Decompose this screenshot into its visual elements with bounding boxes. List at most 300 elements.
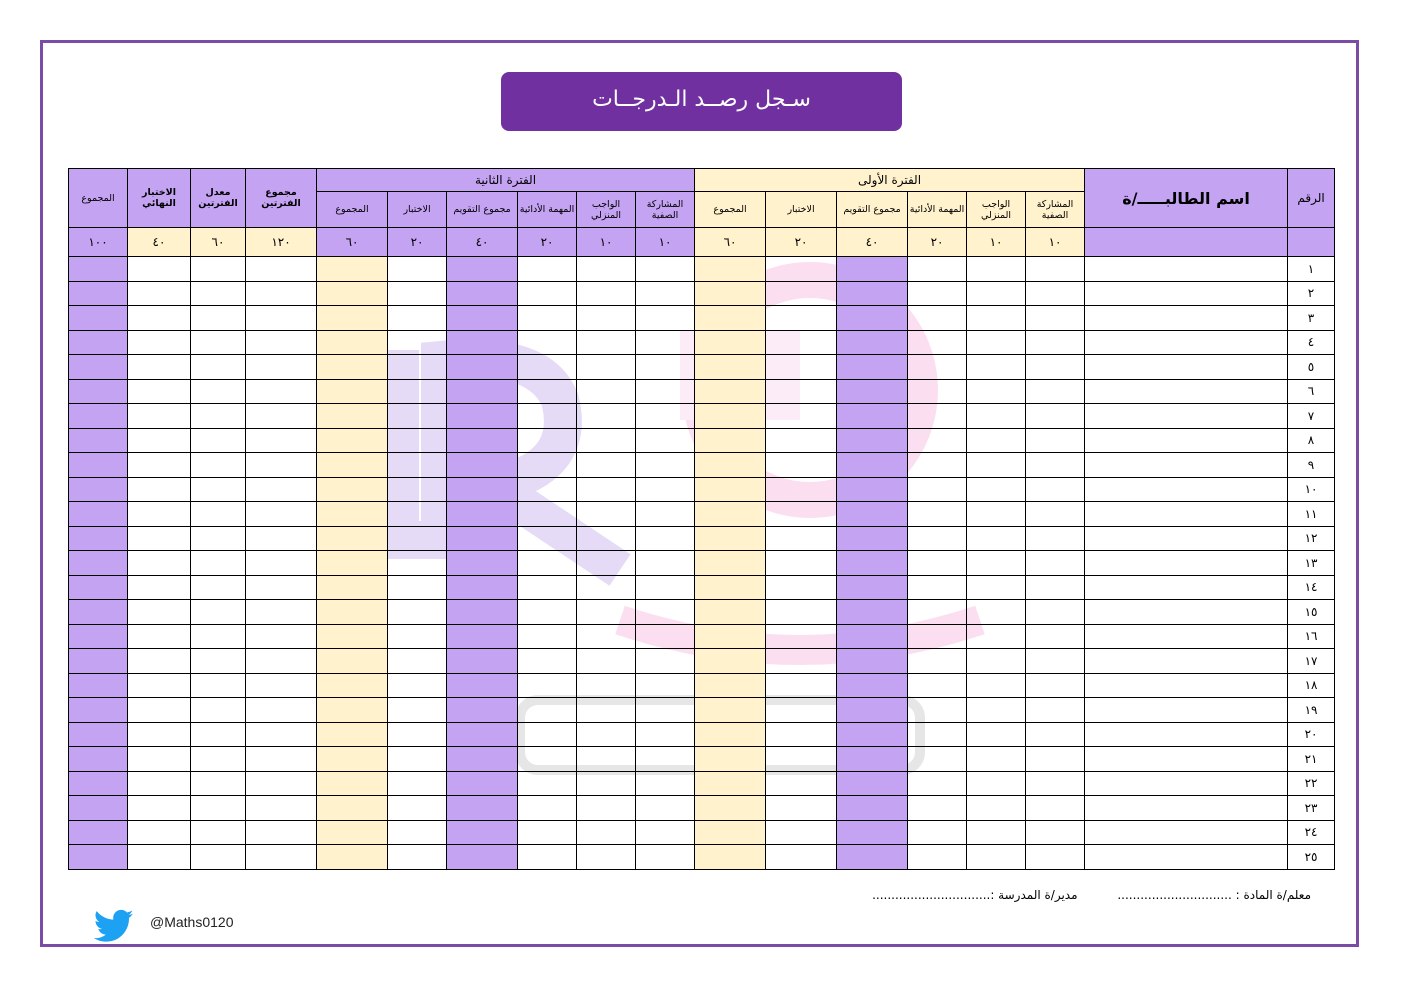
grade-cell[interactable] xyxy=(636,355,695,380)
grade-cell[interactable] xyxy=(636,281,695,306)
grade-cell[interactable] xyxy=(69,257,128,282)
grade-cell[interactable] xyxy=(577,600,636,625)
grade-cell[interactable] xyxy=(967,624,1026,649)
student-name-cell[interactable] xyxy=(1085,477,1288,502)
grade-cell[interactable] xyxy=(695,477,766,502)
grade-cell[interactable] xyxy=(695,698,766,723)
grade-cell[interactable] xyxy=(577,379,636,404)
grade-cell[interactable] xyxy=(577,649,636,674)
grade-cell[interactable] xyxy=(695,428,766,453)
grade-cell[interactable] xyxy=(69,502,128,527)
grade-cell[interactable] xyxy=(128,575,191,600)
grade-cell[interactable] xyxy=(908,796,967,821)
grade-cell[interactable] xyxy=(577,453,636,478)
grade-cell[interactable] xyxy=(908,698,967,723)
grade-cell[interactable] xyxy=(447,453,518,478)
grade-cell[interactable] xyxy=(518,624,577,649)
grade-cell[interactable] xyxy=(128,771,191,796)
grade-cell[interactable] xyxy=(577,698,636,723)
grade-cell[interactable] xyxy=(636,600,695,625)
grade-cell[interactable] xyxy=(636,379,695,404)
grade-cell[interactable] xyxy=(1026,428,1085,453)
grade-cell[interactable] xyxy=(191,747,246,772)
grade-cell[interactable] xyxy=(766,477,837,502)
grade-cell[interactable] xyxy=(766,624,837,649)
grade-cell[interactable] xyxy=(837,796,908,821)
grade-cell[interactable] xyxy=(837,502,908,527)
grade-cell[interactable] xyxy=(447,428,518,453)
grade-cell[interactable] xyxy=(837,624,908,649)
grade-cell[interactable] xyxy=(246,624,317,649)
student-name-cell[interactable] xyxy=(1085,330,1288,355)
student-name-cell[interactable] xyxy=(1085,404,1288,429)
grade-cell[interactable] xyxy=(908,722,967,747)
grade-cell[interactable] xyxy=(128,453,191,478)
grade-cell[interactable] xyxy=(908,845,967,870)
grade-cell[interactable] xyxy=(577,624,636,649)
grade-cell[interactable] xyxy=(518,698,577,723)
grade-cell[interactable] xyxy=(518,330,577,355)
grade-cell[interactable] xyxy=(1026,306,1085,331)
grade-cell[interactable] xyxy=(518,428,577,453)
grade-cell[interactable] xyxy=(1026,355,1085,380)
grade-cell[interactable] xyxy=(577,845,636,870)
grade-cell[interactable] xyxy=(246,575,317,600)
grade-cell[interactable] xyxy=(636,845,695,870)
grade-cell[interactable] xyxy=(518,673,577,698)
grade-cell[interactable] xyxy=(766,820,837,845)
grade-cell[interactable] xyxy=(518,771,577,796)
grade-cell[interactable] xyxy=(695,306,766,331)
grade-cell[interactable] xyxy=(766,257,837,282)
grade-cell[interactable] xyxy=(388,649,447,674)
grade-cell[interactable] xyxy=(695,453,766,478)
grade-cell[interactable] xyxy=(1026,281,1085,306)
grade-cell[interactable] xyxy=(837,526,908,551)
grade-cell[interactable] xyxy=(388,673,447,698)
grade-cell[interactable] xyxy=(908,771,967,796)
grade-cell[interactable] xyxy=(388,428,447,453)
grade-cell[interactable] xyxy=(577,796,636,821)
grade-cell[interactable] xyxy=(967,502,1026,527)
student-name-cell[interactable] xyxy=(1085,820,1288,845)
grade-cell[interactable] xyxy=(191,355,246,380)
grade-cell[interactable] xyxy=(388,796,447,821)
grade-cell[interactable] xyxy=(766,404,837,429)
grade-cell[interactable] xyxy=(447,771,518,796)
grade-cell[interactable] xyxy=(967,575,1026,600)
grade-cell[interactable] xyxy=(636,453,695,478)
grade-cell[interactable] xyxy=(191,600,246,625)
grade-cell[interactable] xyxy=(695,257,766,282)
grade-cell[interactable] xyxy=(447,600,518,625)
student-name-cell[interactable] xyxy=(1085,379,1288,404)
grade-cell[interactable] xyxy=(447,526,518,551)
grade-cell[interactable] xyxy=(191,551,246,576)
grade-cell[interactable] xyxy=(766,526,837,551)
grade-cell[interactable] xyxy=(69,453,128,478)
grade-cell[interactable] xyxy=(695,575,766,600)
grade-cell[interactable] xyxy=(577,330,636,355)
grade-cell[interactable] xyxy=(766,771,837,796)
grade-cell[interactable] xyxy=(388,502,447,527)
grade-cell[interactable] xyxy=(518,453,577,478)
grade-cell[interactable] xyxy=(447,624,518,649)
grade-cell[interactable] xyxy=(388,477,447,502)
grade-cell[interactable] xyxy=(388,747,447,772)
grade-cell[interactable] xyxy=(317,771,388,796)
grade-cell[interactable] xyxy=(967,796,1026,821)
grade-cell[interactable] xyxy=(447,477,518,502)
grade-cell[interactable] xyxy=(518,820,577,845)
grade-cell[interactable] xyxy=(69,404,128,429)
grade-cell[interactable] xyxy=(128,600,191,625)
grade-cell[interactable] xyxy=(766,673,837,698)
grade-cell[interactable] xyxy=(695,845,766,870)
grade-cell[interactable] xyxy=(317,551,388,576)
grade-cell[interactable] xyxy=(518,649,577,674)
grade-cell[interactable] xyxy=(908,306,967,331)
grade-cell[interactable] xyxy=(636,404,695,429)
grade-cell[interactable] xyxy=(69,281,128,306)
grade-cell[interactable] xyxy=(967,428,1026,453)
grade-cell[interactable] xyxy=(837,600,908,625)
grade-cell[interactable] xyxy=(636,575,695,600)
grade-cell[interactable] xyxy=(447,845,518,870)
grade-cell[interactable] xyxy=(388,355,447,380)
grade-cell[interactable] xyxy=(1026,330,1085,355)
grade-cell[interactable] xyxy=(518,355,577,380)
grade-cell[interactable] xyxy=(128,624,191,649)
grade-cell[interactable] xyxy=(1026,673,1085,698)
grade-cell[interactable] xyxy=(388,600,447,625)
grade-cell[interactable] xyxy=(69,698,128,723)
grade-cell[interactable] xyxy=(766,698,837,723)
grade-cell[interactable] xyxy=(246,306,317,331)
grade-cell[interactable] xyxy=(128,404,191,429)
grade-cell[interactable] xyxy=(317,404,388,429)
grade-cell[interactable] xyxy=(69,747,128,772)
grade-cell[interactable] xyxy=(69,575,128,600)
grade-cell[interactable] xyxy=(447,404,518,429)
grade-cell[interactable] xyxy=(191,624,246,649)
grade-cell[interactable] xyxy=(1026,453,1085,478)
grade-cell[interactable] xyxy=(246,379,317,404)
grade-cell[interactable] xyxy=(191,526,246,551)
grade-cell[interactable] xyxy=(447,673,518,698)
grade-cell[interactable] xyxy=(447,379,518,404)
grade-cell[interactable] xyxy=(837,845,908,870)
grade-cell[interactable] xyxy=(908,600,967,625)
grade-cell[interactable] xyxy=(695,673,766,698)
grade-cell[interactable] xyxy=(246,281,317,306)
grade-cell[interactable] xyxy=(766,649,837,674)
grade-cell[interactable] xyxy=(128,820,191,845)
student-name-cell[interactable] xyxy=(1085,600,1288,625)
grade-cell[interactable] xyxy=(518,379,577,404)
grade-cell[interactable] xyxy=(766,502,837,527)
grade-cell[interactable] xyxy=(766,428,837,453)
grade-cell[interactable] xyxy=(766,747,837,772)
grade-cell[interactable] xyxy=(246,453,317,478)
grade-cell[interactable] xyxy=(246,600,317,625)
grade-cell[interactable] xyxy=(128,428,191,453)
grade-cell[interactable] xyxy=(967,257,1026,282)
grade-cell[interactable] xyxy=(246,820,317,845)
grade-cell[interactable] xyxy=(967,526,1026,551)
grade-cell[interactable] xyxy=(317,624,388,649)
grade-cell[interactable] xyxy=(636,698,695,723)
grade-cell[interactable] xyxy=(1026,257,1085,282)
grade-cell[interactable] xyxy=(388,306,447,331)
grade-cell[interactable] xyxy=(388,820,447,845)
student-name-cell[interactable] xyxy=(1085,747,1288,772)
grade-cell[interactable] xyxy=(518,575,577,600)
grade-cell[interactable] xyxy=(1026,722,1085,747)
grade-cell[interactable] xyxy=(577,673,636,698)
grade-cell[interactable] xyxy=(518,796,577,821)
grade-cell[interactable] xyxy=(766,796,837,821)
student-name-cell[interactable] xyxy=(1085,355,1288,380)
grade-cell[interactable] xyxy=(908,820,967,845)
grade-cell[interactable] xyxy=(388,624,447,649)
grade-cell[interactable] xyxy=(128,502,191,527)
grade-cell[interactable] xyxy=(317,330,388,355)
grade-cell[interactable] xyxy=(317,600,388,625)
grade-cell[interactable] xyxy=(246,330,317,355)
student-name-cell[interactable] xyxy=(1085,698,1288,723)
grade-cell[interactable] xyxy=(246,747,317,772)
grade-cell[interactable] xyxy=(191,796,246,821)
grade-cell[interactable] xyxy=(766,575,837,600)
grade-cell[interactable] xyxy=(967,379,1026,404)
grade-cell[interactable] xyxy=(447,257,518,282)
grade-cell[interactable] xyxy=(908,502,967,527)
grade-cell[interactable] xyxy=(317,281,388,306)
grade-cell[interactable] xyxy=(191,820,246,845)
grade-cell[interactable] xyxy=(766,379,837,404)
grade-cell[interactable] xyxy=(577,551,636,576)
grade-cell[interactable] xyxy=(128,747,191,772)
grade-cell[interactable] xyxy=(191,771,246,796)
grade-cell[interactable] xyxy=(317,722,388,747)
grade-cell[interactable] xyxy=(317,453,388,478)
grade-cell[interactable] xyxy=(766,330,837,355)
grade-cell[interactable] xyxy=(636,428,695,453)
grade-cell[interactable] xyxy=(246,771,317,796)
grade-cell[interactable] xyxy=(837,698,908,723)
grade-cell[interactable] xyxy=(577,404,636,429)
grade-cell[interactable] xyxy=(518,551,577,576)
grade-cell[interactable] xyxy=(837,355,908,380)
grade-cell[interactable] xyxy=(636,771,695,796)
grade-cell[interactable] xyxy=(1026,796,1085,821)
grade-cell[interactable] xyxy=(191,575,246,600)
student-name-cell[interactable] xyxy=(1085,453,1288,478)
grade-cell[interactable] xyxy=(388,575,447,600)
grade-cell[interactable] xyxy=(246,404,317,429)
student-name-cell[interactable] xyxy=(1085,526,1288,551)
student-name-cell[interactable] xyxy=(1085,281,1288,306)
grade-cell[interactable] xyxy=(69,771,128,796)
grade-cell[interactable] xyxy=(447,306,518,331)
grade-cell[interactable] xyxy=(577,502,636,527)
grade-cell[interactable] xyxy=(518,526,577,551)
grade-cell[interactable] xyxy=(388,453,447,478)
grade-cell[interactable] xyxy=(69,649,128,674)
student-name-cell[interactable] xyxy=(1085,673,1288,698)
grade-cell[interactable] xyxy=(317,526,388,551)
grade-cell[interactable] xyxy=(246,355,317,380)
grade-cell[interactable] xyxy=(191,379,246,404)
grade-cell[interactable] xyxy=(518,845,577,870)
grade-cell[interactable] xyxy=(69,551,128,576)
grade-cell[interactable] xyxy=(908,673,967,698)
grade-cell[interactable] xyxy=(837,257,908,282)
grade-cell[interactable] xyxy=(69,796,128,821)
grade-cell[interactable] xyxy=(967,649,1026,674)
grade-cell[interactable] xyxy=(191,698,246,723)
grade-cell[interactable] xyxy=(1026,379,1085,404)
grade-cell[interactable] xyxy=(837,281,908,306)
grade-cell[interactable] xyxy=(447,698,518,723)
grade-cell[interactable] xyxy=(128,845,191,870)
grade-cell[interactable] xyxy=(317,820,388,845)
grade-cell[interactable] xyxy=(577,820,636,845)
grade-cell[interactable] xyxy=(577,281,636,306)
grade-cell[interactable] xyxy=(246,698,317,723)
grade-cell[interactable] xyxy=(837,404,908,429)
grade-cell[interactable] xyxy=(636,306,695,331)
grade-cell[interactable] xyxy=(695,281,766,306)
grade-cell[interactable] xyxy=(69,845,128,870)
grade-cell[interactable] xyxy=(246,722,317,747)
grade-cell[interactable] xyxy=(246,551,317,576)
grade-cell[interactable] xyxy=(317,257,388,282)
grade-cell[interactable] xyxy=(967,698,1026,723)
grade-cell[interactable] xyxy=(518,747,577,772)
student-name-cell[interactable] xyxy=(1085,649,1288,674)
grade-cell[interactable] xyxy=(69,526,128,551)
grade-cell[interactable] xyxy=(128,281,191,306)
grade-cell[interactable] xyxy=(908,575,967,600)
grade-cell[interactable] xyxy=(837,673,908,698)
grade-cell[interactable] xyxy=(636,551,695,576)
grade-cell[interactable] xyxy=(1026,477,1085,502)
grade-cell[interactable] xyxy=(191,404,246,429)
grade-cell[interactable] xyxy=(837,747,908,772)
grade-cell[interactable] xyxy=(837,330,908,355)
grade-cell[interactable] xyxy=(388,330,447,355)
grade-cell[interactable] xyxy=(518,477,577,502)
grade-cell[interactable] xyxy=(69,722,128,747)
grade-cell[interactable] xyxy=(317,428,388,453)
grade-cell[interactable] xyxy=(388,379,447,404)
grade-cell[interactable] xyxy=(695,526,766,551)
grade-cell[interactable] xyxy=(128,551,191,576)
grade-cell[interactable] xyxy=(967,355,1026,380)
grade-cell[interactable] xyxy=(69,355,128,380)
grade-cell[interactable] xyxy=(837,820,908,845)
grade-cell[interactable] xyxy=(246,649,317,674)
grade-cell[interactable] xyxy=(695,355,766,380)
grade-cell[interactable] xyxy=(695,649,766,674)
grade-cell[interactable] xyxy=(447,820,518,845)
grade-cell[interactable] xyxy=(1026,845,1085,870)
grade-cell[interactable] xyxy=(908,404,967,429)
student-name-cell[interactable] xyxy=(1085,796,1288,821)
grade-cell[interactable] xyxy=(636,624,695,649)
grade-cell[interactable] xyxy=(636,722,695,747)
grade-cell[interactable] xyxy=(1026,649,1085,674)
grade-cell[interactable] xyxy=(388,257,447,282)
grade-cell[interactable] xyxy=(908,428,967,453)
grade-cell[interactable] xyxy=(695,820,766,845)
grade-cell[interactable] xyxy=(1026,575,1085,600)
grade-cell[interactable] xyxy=(447,796,518,821)
grade-cell[interactable] xyxy=(128,698,191,723)
grade-cell[interactable] xyxy=(69,428,128,453)
grade-cell[interactable] xyxy=(636,330,695,355)
grade-cell[interactable] xyxy=(1026,551,1085,576)
grade-cell[interactable] xyxy=(518,600,577,625)
grade-cell[interactable] xyxy=(967,820,1026,845)
grade-cell[interactable] xyxy=(128,330,191,355)
grade-cell[interactable] xyxy=(128,649,191,674)
grade-cell[interactable] xyxy=(837,379,908,404)
grade-cell[interactable] xyxy=(191,673,246,698)
grade-cell[interactable] xyxy=(388,771,447,796)
grade-cell[interactable] xyxy=(1026,526,1085,551)
grade-cell[interactable] xyxy=(447,575,518,600)
grade-cell[interactable] xyxy=(766,355,837,380)
grade-cell[interactable] xyxy=(246,428,317,453)
grade-cell[interactable] xyxy=(128,306,191,331)
grade-cell[interactable] xyxy=(69,477,128,502)
grade-cell[interactable] xyxy=(246,257,317,282)
grade-cell[interactable] xyxy=(1026,600,1085,625)
grade-cell[interactable] xyxy=(518,257,577,282)
grade-cell[interactable] xyxy=(317,575,388,600)
grade-cell[interactable] xyxy=(766,453,837,478)
grade-cell[interactable] xyxy=(908,649,967,674)
grade-cell[interactable] xyxy=(447,747,518,772)
grade-cell[interactable] xyxy=(577,477,636,502)
grade-cell[interactable] xyxy=(908,330,967,355)
grade-cell[interactable] xyxy=(317,355,388,380)
grade-cell[interactable] xyxy=(967,330,1026,355)
grade-cell[interactable] xyxy=(191,281,246,306)
student-name-cell[interactable] xyxy=(1085,306,1288,331)
grade-cell[interactable] xyxy=(388,551,447,576)
grade-cell[interactable] xyxy=(636,747,695,772)
grade-cell[interactable] xyxy=(695,796,766,821)
grade-cell[interactable] xyxy=(447,330,518,355)
grade-cell[interactable] xyxy=(695,404,766,429)
grade-cell[interactable] xyxy=(69,379,128,404)
grade-cell[interactable] xyxy=(636,673,695,698)
grade-cell[interactable] xyxy=(388,845,447,870)
grade-cell[interactable] xyxy=(1026,747,1085,772)
grade-cell[interactable] xyxy=(577,355,636,380)
grade-cell[interactable] xyxy=(317,649,388,674)
grade-cell[interactable] xyxy=(191,477,246,502)
grade-cell[interactable] xyxy=(967,404,1026,429)
grade-cell[interactable] xyxy=(695,330,766,355)
grade-cell[interactable] xyxy=(388,526,447,551)
grade-cell[interactable] xyxy=(695,600,766,625)
grade-cell[interactable] xyxy=(128,477,191,502)
